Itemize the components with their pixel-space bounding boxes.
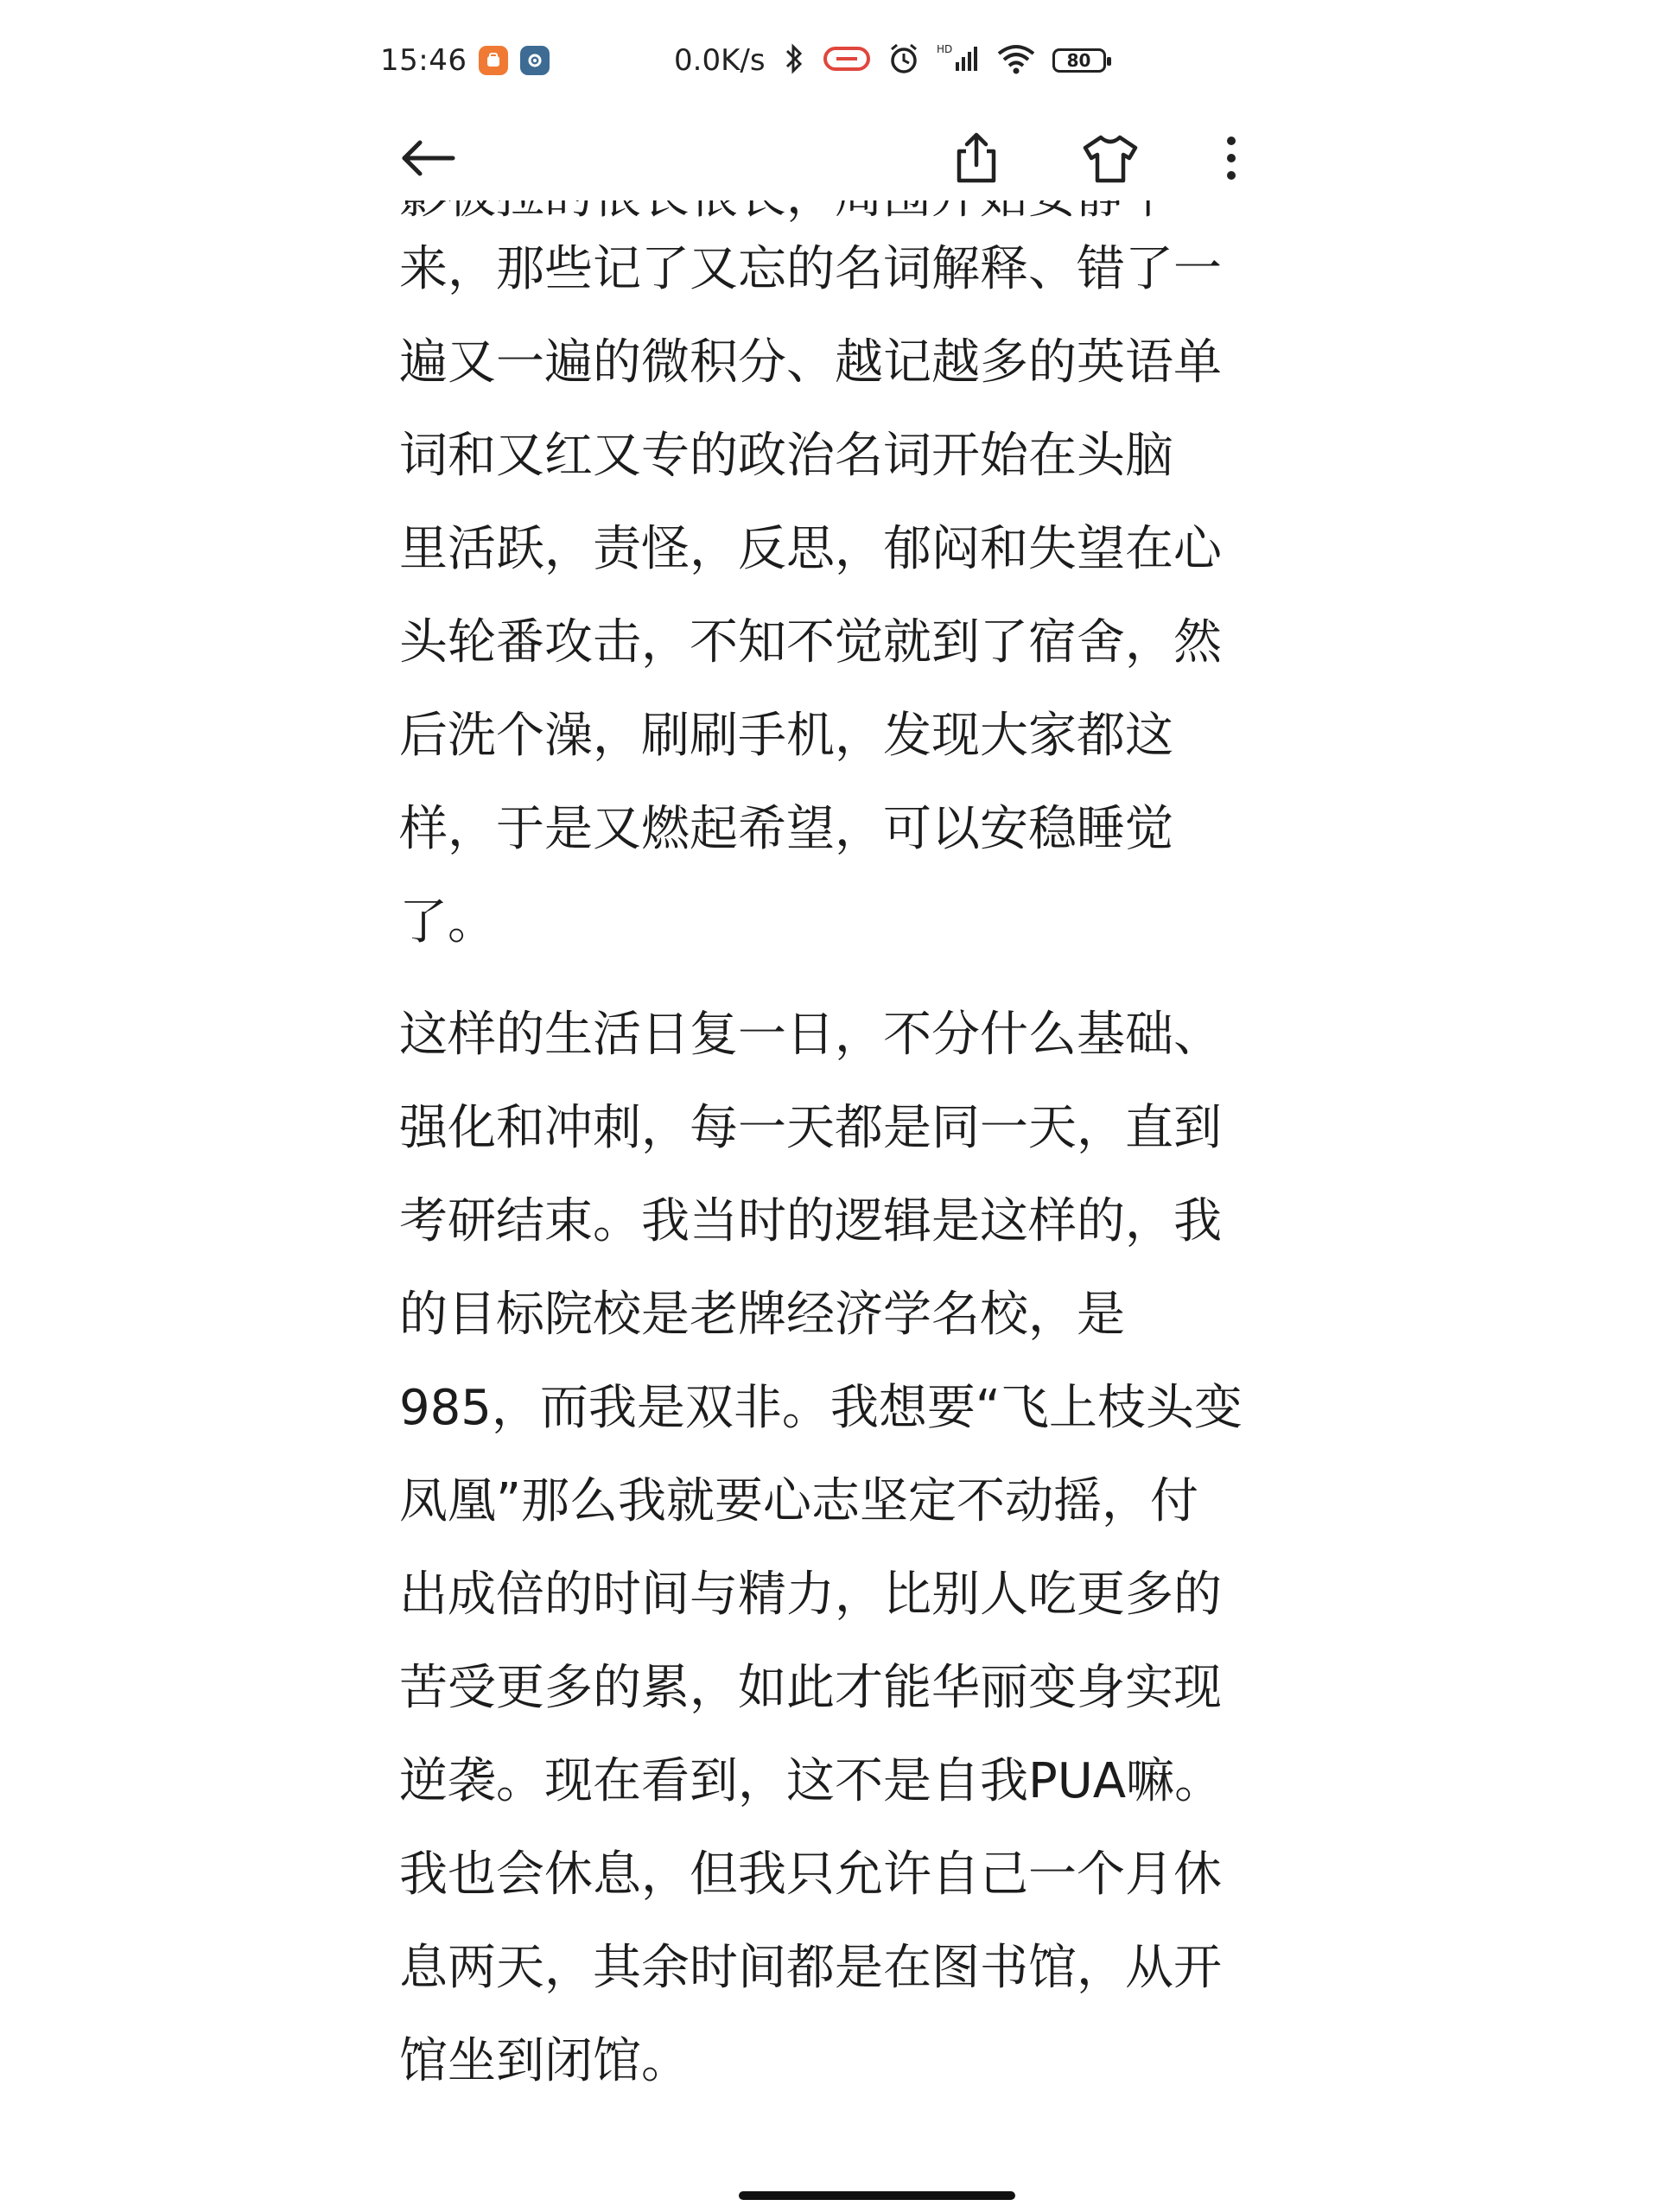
signal-icon	[937, 41, 980, 79]
status-bar	[380, 35, 1279, 86]
article-body	[399, 223, 1281, 2108]
status-time: 15:46	[380, 43, 467, 78]
battery-icon: 80	[1052, 48, 1106, 73]
back-arrow-icon	[397, 137, 458, 183]
home-indicator[interactable]	[739, 2191, 1015, 2200]
status-left	[380, 35, 550, 86]
orange-app-icon	[479, 46, 508, 75]
back-button[interactable]	[380, 112, 475, 207]
share-button[interactable]	[929, 112, 1024, 207]
svg-text:HD: HD	[936, 43, 952, 55]
more-button[interactable]	[1184, 112, 1279, 207]
net-speed: 0.0K/s	[674, 43, 766, 78]
theme-button[interactable]	[1063, 112, 1158, 207]
shirt-icon	[1080, 132, 1141, 188]
top-toolbar	[380, 112, 1279, 207]
share-icon	[950, 130, 1002, 189]
article-paragraph-1: 来，那些记了又忘的名词解释、错了一 遍又一遍的微积分、越记越多的英语单 词和又红又专的政治名词开始在头脑 里活跃，责怪，反思，郁闷和失望在心 头轮番攻击，不知不觉就到了宿舍，然 后洗个澡，刷刷手机，发现大家都这 样，于是又燃起希望，可以安稳睡觉 了。	[399, 241, 1222, 950]
alarm-icon	[887, 41, 921, 79]
link-icon	[823, 43, 871, 78]
blue-app-icon	[520, 46, 550, 75]
article-paragraph-2: 这样的生活日复一日，不分什么基础、 强化和冲刺，每一天都是同一天，直到 考研结束。我当时的逻辑是这样的，我 的目标院校是老牌经济学名校，是 985，而我是双非。我想要“飞上枝头变 凤凰”那么我就要心志坚定不动摇，付 出成倍的时间与精力，比别人吃更多的 苦受更多的累，如此才能华丽变身实现 逆袭。现在看到，这不是自我PUA嘛。 我也会休息，但我只允许自己一个月休 息两天，其余时间都是在图书馆，从开 馆坐到闭馆。	[399, 1007, 1243, 2089]
more-vertical-icon	[1223, 132, 1240, 188]
bluetooth-icon	[781, 41, 807, 79]
wifi-icon	[995, 41, 1037, 79]
status-center	[674, 35, 1106, 86]
